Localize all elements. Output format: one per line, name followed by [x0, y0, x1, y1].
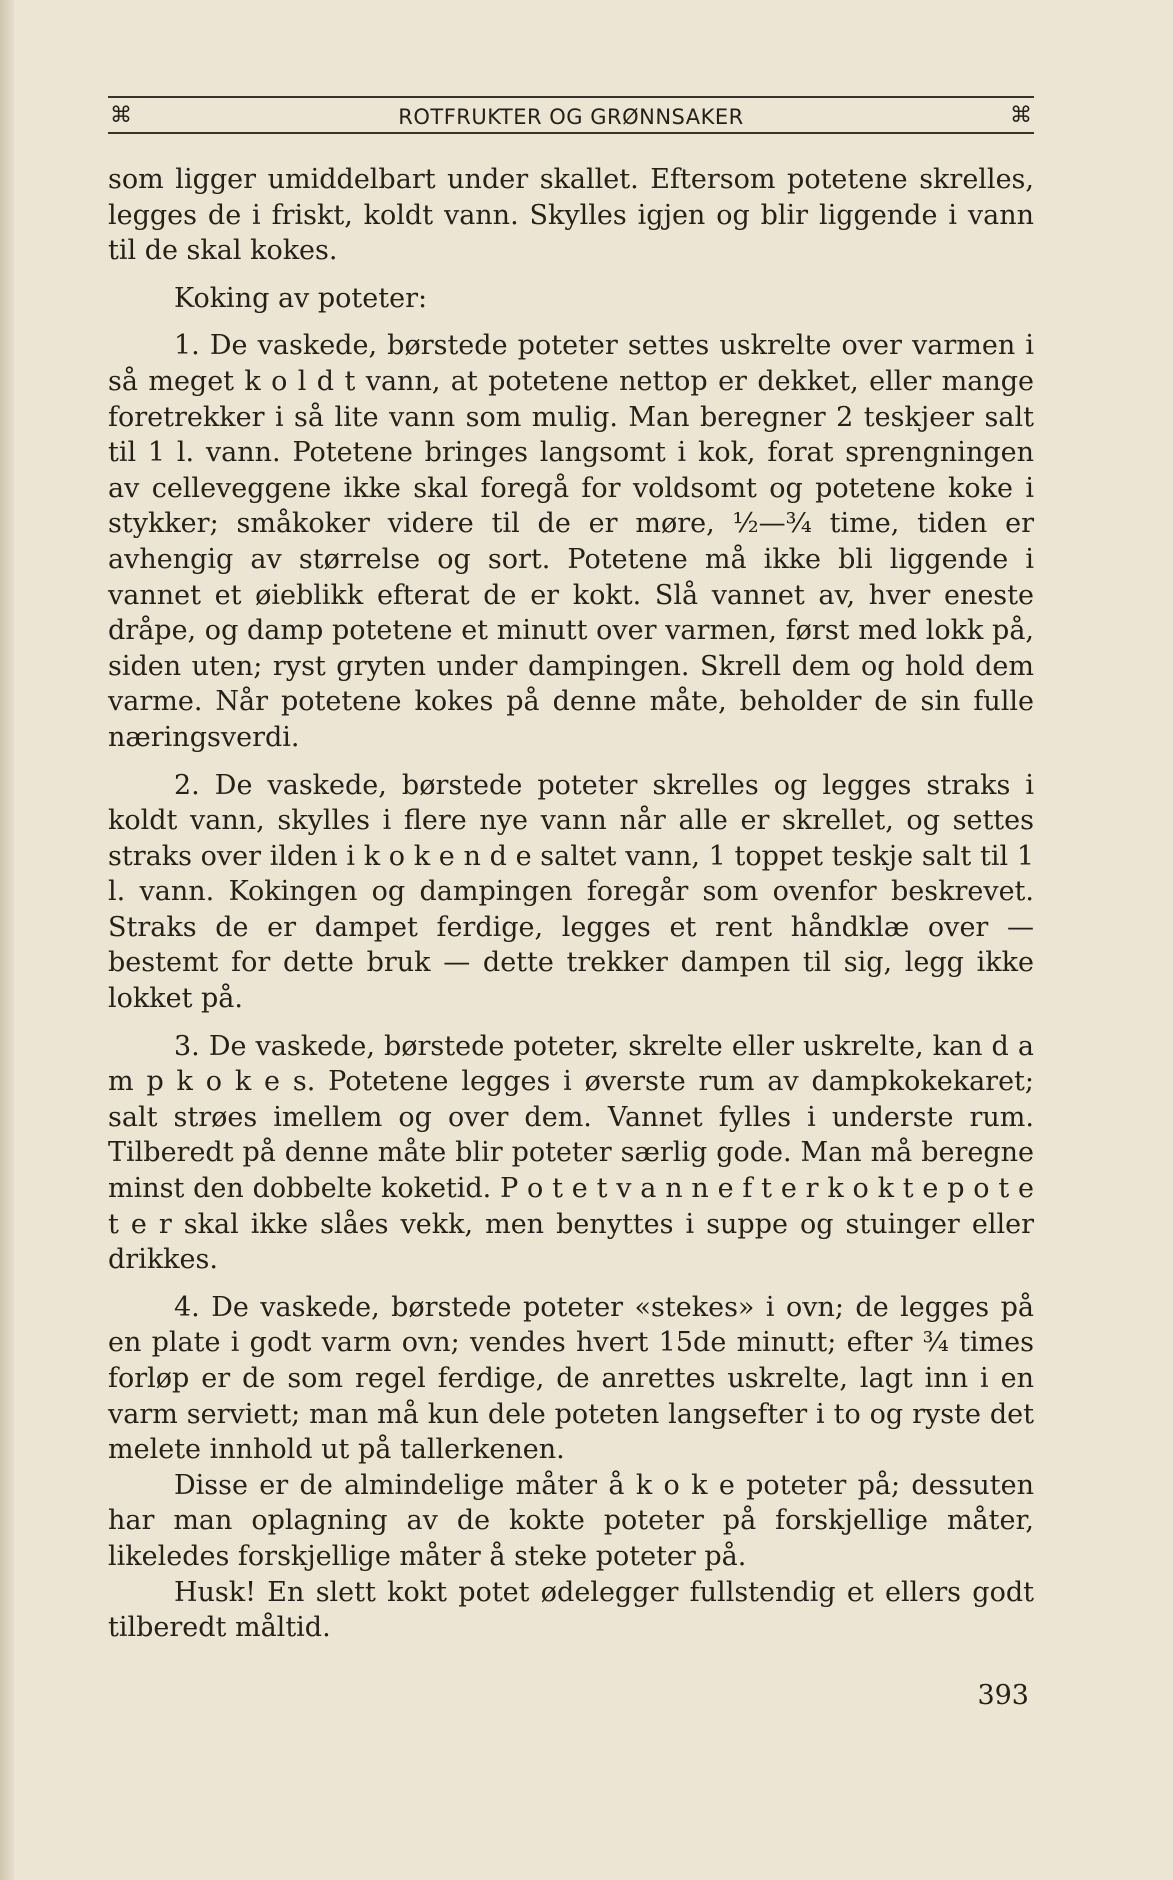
- paragraph-method-3: 3. De vaskede, børstede poteter, skrelte eller uskrelte, kan d a m p k o k e s. Potetene legges i øverste rum av dampkokekaret; salt strøes imellem og over dem. Vannet fylles i underste rum. Tilberedt på denne måte blir poteter særlig gode. Man må beregne minst den dobbelte koketid. P o t e t v a n n e f t e r k o k t e p o t e t e r skal ikke slåes vekk, men benyttes i suppe og stuinger eller drikkes.: [108, 1030, 1034, 1276]
- page-edge: [0, 0, 14, 1880]
- paragraph-method-1: 1. De vaskede, børstede poteter settes uskrelte over varmen i så meget k o l d t vann, at potetene nettop er dekket, eller mange foretrekker i så lite vann som mulig. Man beregner 2 teskjeer salt til 1 l. vann. Potetene bringes langsomt i kok, forat sprengningen av celleveggene ikke skal foregå for voldsomt og potetene koke i stykker; småkoker videre til de er møre, ½—¾ time, tiden er avhengig av størrelse og sort. Potetene må ikke bli liggende i vannet et øieblikk efterat de er kokt. Slå vannet av, hver eneste dråpe, og damp potetene et minutt over varmen, først med lokk på, siden uten; ryst gryten under dampingen. Skrell dem og hold dem varme. Når potetene kokes på denne måte, beholder de sin fulle næringsverdi.: [108, 330, 1034, 753]
- paragraph-summary: Disse er de almindelige måter å k o k e poteter på; dessuten har man oplagning av de kokte poteter på forskjellige måter, likeledes forskjellige måter å steke poteter på.: [108, 1469, 1034, 1572]
- running-title: ROTFRUKTER OG GRØNNSAKER: [398, 105, 744, 129]
- body-text: [108, 162, 1034, 1646]
- ornament-left-icon: ⌘: [110, 103, 132, 128]
- paragraph-method-4: 4. De vaskede, børstede poteter «stekes» i ovn; de legges på en plate i godt varm ovn; vendes hvert 15de minutt; efter ¾ times forløp er de som regel ferdige, de anrettes uskrelte, lagt inn i en varm serviett; man må kun dele poteten langsefter i to og ryste det melete innhold ut på tallerkenen.: [108, 1291, 1034, 1466]
- section-heading-koking: Koking av poteter:: [174, 282, 428, 314]
- ornament-right-icon: ⌘: [1010, 103, 1032, 128]
- paragraph-intro: som ligger umiddelbart under skallet. Eftersom potetene skrelles, legges de i friskt, koldt vann. Skylles igjen og blir liggende i vann til de skal kokes.: [108, 164, 1034, 267]
- running-header: [108, 96, 1034, 134]
- paragraph-husk: Husk! En slett kokt potet ødelegger fullstendig et ellers godt tilberedt måltid.: [108, 1576, 1034, 1644]
- page-number: 393: [977, 1680, 1029, 1711]
- paragraph-method-2: 2. De vaskede, børstede poteter skrelles og legges straks i koldt vann, skylles i flere nye vann når alle er skrellet, og settes straks over ilden i k o k e n d e saltet vann, 1 toppet teskje salt til 1 l. vann. Kokingen og dampingen foregår som ovenfor beskrevet. Straks de er dampet ferdige, legges et rent håndklæ over — bestemt for dette bruk — dette trekker dampen til sig, legg ikke lokket på.: [108, 769, 1034, 1015]
